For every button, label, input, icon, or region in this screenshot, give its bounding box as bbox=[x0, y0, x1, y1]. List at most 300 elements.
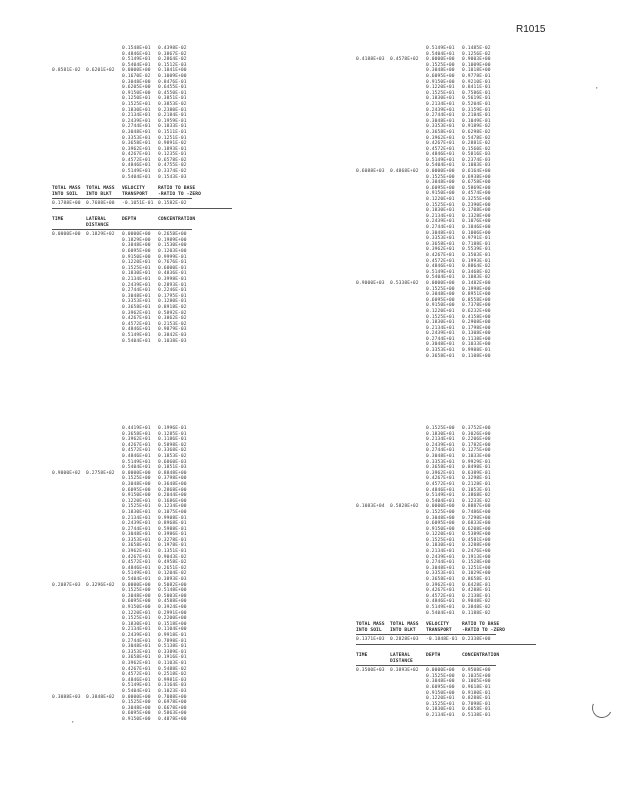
cell: 0.5149E+01 bbox=[122, 169, 151, 175]
cell: 0.1188E-02 bbox=[462, 610, 491, 616]
cell: 0.4836E-01 bbox=[158, 271, 187, 277]
cell: 0.5404E+01 bbox=[122, 62, 151, 68]
cell: 0.1530E+00 bbox=[158, 243, 187, 249]
cell: 0.1104E+00 bbox=[158, 627, 187, 633]
cell: RATIO TO BASE bbox=[158, 186, 196, 192]
cell: 0.1220E+01 bbox=[122, 498, 151, 504]
cell: 0.3255E+00 bbox=[462, 197, 491, 203]
cell: 0.5404E+01 bbox=[122, 577, 151, 583]
cell: 0.2651E-02 bbox=[158, 565, 187, 571]
cell: 0.3658E+01 bbox=[122, 543, 151, 549]
cell: 0.1548E+01 bbox=[122, 46, 151, 51]
cell: 0.2044E+00 bbox=[158, 493, 187, 499]
cell: 0.1708E+00 bbox=[462, 208, 491, 214]
cell: 0.1275E+00 bbox=[462, 448, 491, 454]
cell: 0.3353E+01 bbox=[426, 236, 455, 242]
cell: 0.1220E+01 bbox=[122, 260, 151, 266]
cell: 0.1525E+01 bbox=[426, 90, 455, 96]
cell: 0.3468E-02 bbox=[462, 269, 491, 275]
cell: 0.3048E+01 bbox=[122, 293, 151, 299]
cell: 0.3288E+00 bbox=[462, 543, 491, 549]
cell: 0.3048E+00 bbox=[122, 481, 151, 487]
cell: 0.5478E-02 bbox=[462, 135, 491, 141]
cell: 0.9150E+00 bbox=[426, 526, 455, 532]
cell: 0.1482E+00 bbox=[462, 280, 491, 286]
cell: 0.1186E-01 bbox=[158, 437, 187, 443]
cell: 0.1006E+00 bbox=[462, 230, 491, 236]
cell: 0.1220E+01 bbox=[426, 696, 455, 702]
cell: 0.0000E+00 bbox=[122, 68, 151, 74]
cell: 0.3853E-02 bbox=[158, 101, 187, 107]
cell: 0.1989E+00 bbox=[158, 237, 187, 243]
cell: 0.3159E-01 bbox=[462, 107, 491, 113]
cell: TOTAL MASS bbox=[390, 622, 419, 628]
scan-mark bbox=[589, 695, 615, 721]
cell: 0.1525E+01 bbox=[426, 314, 455, 320]
cell: 0.7378E+00 bbox=[462, 303, 491, 309]
cell: 0.1525E+01 bbox=[122, 616, 151, 622]
cell: TOTAL MASS bbox=[86, 186, 115, 192]
cell: 0.1525E+00 bbox=[122, 476, 151, 482]
cell: 0.4572E+01 bbox=[426, 481, 455, 487]
cell: 0.5149E+01 bbox=[426, 46, 455, 51]
cell: 0.2153E-02 bbox=[158, 321, 187, 327]
cell: 0.4958E-02 bbox=[158, 560, 187, 566]
cell: 0.3048E+00 bbox=[426, 68, 455, 74]
cell: TRANSPORT bbox=[122, 191, 148, 197]
cell: 0.8581E-02 bbox=[52, 68, 81, 74]
cell: 0.4846E+01 bbox=[122, 327, 151, 333]
cell: 0.1686E+00 bbox=[158, 498, 187, 504]
printout-bottom-right bbox=[356, 426, 536, 719]
cell: 0.9003E+00 bbox=[462, 57, 491, 63]
header-row bbox=[52, 192, 232, 198]
cell: 0.5404E+01 bbox=[426, 498, 455, 504]
cell: 0.2134E+01 bbox=[122, 627, 151, 633]
printout-top-left bbox=[52, 46, 232, 344]
cell: 0.9043E-02 bbox=[158, 554, 187, 560]
cell: 0.3048E+00 bbox=[122, 243, 151, 249]
cell: 0.5404E+01 bbox=[426, 610, 455, 616]
cell: 0.6095E+00 bbox=[426, 521, 455, 527]
cell: 0.3962E+01 bbox=[122, 437, 151, 443]
cell: 0.1511E-01 bbox=[158, 129, 187, 135]
cell: 0.4846E+01 bbox=[122, 163, 151, 169]
cell: 0.3842E-03 bbox=[158, 332, 187, 338]
cell: 0.6095E+00 bbox=[122, 599, 151, 605]
cell: 0.2184E-01 bbox=[462, 113, 491, 119]
cell: 0.5149E+01 bbox=[426, 493, 455, 499]
cell: 0.2134E+01 bbox=[426, 213, 455, 219]
cell: 0.2893E-01 bbox=[158, 282, 187, 288]
cell: 0.3048E+00 bbox=[426, 515, 455, 521]
cell: 0.1220E+01 bbox=[426, 197, 455, 203]
cell: 0.3278E-01 bbox=[158, 537, 187, 543]
header-row bbox=[356, 628, 536, 634]
cell: 0.4550E-01 bbox=[158, 90, 187, 96]
cell: 0.1543E-03 bbox=[158, 174, 187, 180]
cell: 0.1371E+03 bbox=[356, 637, 385, 643]
cell: 0.3962E+01 bbox=[426, 135, 455, 141]
cell: 0.5619E-01 bbox=[462, 96, 491, 102]
cell: 0.6095E+00 bbox=[426, 684, 455, 690]
cell: 0.1256E-02 bbox=[462, 51, 491, 57]
cell: 0.5149E+01 bbox=[426, 605, 455, 610]
cell: 0.2758E+02 bbox=[86, 470, 115, 476]
cell: 0.1998E+00 bbox=[462, 286, 491, 292]
cell: 0.1285E-01 bbox=[158, 431, 187, 437]
cell: 0.1582E-02 bbox=[158, 201, 187, 207]
cell: DISTANCE bbox=[86, 222, 109, 228]
cell: 0.3867E-02 bbox=[158, 51, 187, 57]
cell: 0.3658E+01 bbox=[122, 655, 151, 661]
cell: 0.1996E-01 bbox=[158, 426, 187, 431]
header-rule bbox=[356, 665, 496, 666]
cell: 0.2200E+00 bbox=[158, 616, 187, 622]
cell: 0.9981E-03 bbox=[158, 677, 187, 683]
cell: 0.6758E+00 bbox=[462, 180, 491, 186]
cell: 0.1220E+01 bbox=[426, 85, 455, 91]
cell: 0.5404E+01 bbox=[122, 688, 151, 694]
cell: 0.2439E+01 bbox=[426, 331, 455, 337]
cell: 0.3658E+01 bbox=[426, 129, 455, 135]
cell: LATERAL bbox=[86, 217, 107, 223]
cell: 0.3048E+01 bbox=[122, 644, 151, 650]
cell: 0.3296E+02 bbox=[86, 582, 115, 588]
cell: RATIO TO BASE bbox=[462, 622, 500, 628]
cell: 0.3998E-01 bbox=[158, 276, 187, 282]
cell: 0.1525E+00 bbox=[426, 62, 455, 68]
cell: 0.4267E+01 bbox=[122, 554, 151, 560]
cell: 0.1041E+00 bbox=[158, 68, 187, 74]
cell: 0.1009E+00 bbox=[158, 73, 187, 79]
cell: 0.9150E+00 bbox=[426, 690, 455, 696]
cell: 0.3962E+01 bbox=[426, 582, 455, 588]
cell: 0.3658E+01 bbox=[426, 241, 455, 247]
cell: 0.4755E-02 bbox=[158, 163, 187, 169]
cell: 0.4267E+01 bbox=[122, 666, 151, 672]
cell: 0.4572E+01 bbox=[122, 672, 151, 678]
cell: 0.7586E-01 bbox=[462, 90, 491, 96]
cell: 0.2744E+01 bbox=[122, 124, 151, 130]
cell: 0.9929E-01 bbox=[462, 459, 491, 465]
cell: INTO BLKT bbox=[390, 627, 416, 633]
data-row bbox=[52, 201, 232, 207]
header-row bbox=[52, 223, 232, 229]
data-row bbox=[356, 611, 536, 617]
cell: 0.5149E+01 bbox=[122, 459, 151, 465]
cell: 0.4267E+01 bbox=[122, 316, 151, 322]
cell: 0.3752E+00 bbox=[462, 426, 491, 431]
cell: 0.2658E+00 bbox=[158, 232, 187, 238]
cell: 0.4846E+01 bbox=[426, 599, 455, 605]
section-rule bbox=[52, 208, 232, 209]
cell: 0.6088E+03 bbox=[356, 169, 385, 175]
cell: 0.8848E+00 bbox=[158, 470, 187, 476]
cell: 0.7098E-01 bbox=[462, 701, 491, 707]
cell: 0.4868E+02 bbox=[390, 169, 419, 175]
cell: 0.3893E-03 bbox=[158, 577, 187, 583]
cell: 0.9210E-01 bbox=[462, 79, 491, 85]
cell: 0.1035E+00 bbox=[462, 673, 491, 679]
cell: 0.2087E+03 bbox=[52, 582, 81, 588]
cell: 0.3048E+00 bbox=[426, 679, 455, 685]
header-rule bbox=[52, 229, 192, 230]
cell: 0.4574E+00 bbox=[462, 191, 491, 197]
cell: 0.1795E-01 bbox=[158, 293, 187, 299]
cell: 0.2744E+01 bbox=[426, 113, 455, 119]
cell: 0.9778E-01 bbox=[462, 73, 491, 79]
cell: 0.5863E+00 bbox=[158, 711, 187, 717]
cell: 0.2476E+00 bbox=[462, 549, 491, 555]
cell: 0.7898E-01 bbox=[158, 638, 187, 644]
cell: 0.2134E+01 bbox=[426, 549, 455, 555]
cell: 0.1993E-01 bbox=[462, 258, 491, 264]
cell: 0.2246E-01 bbox=[158, 288, 187, 294]
cell: 0.9150E+00 bbox=[122, 716, 151, 722]
cell: 0.1018E+00 bbox=[462, 68, 491, 74]
cell: 0.2138E-01 bbox=[462, 593, 491, 599]
cell: 0.2380E-01 bbox=[158, 107, 187, 113]
cell: 0.2134E+01 bbox=[426, 712, 455, 718]
cell: 0.7688E+00 bbox=[86, 201, 115, 207]
cell: 0.0000E+00 bbox=[426, 668, 455, 674]
cell: 0.1038E-03 bbox=[158, 338, 187, 344]
cell: 0.3862E-02 bbox=[158, 316, 187, 322]
cell: 0.6578E-02 bbox=[158, 157, 187, 163]
cell: 0.1083E-03 bbox=[462, 163, 491, 169]
cell: 0.3962E+01 bbox=[122, 549, 151, 555]
cell: 0.3048E+00 bbox=[426, 180, 455, 186]
cell: 0.4588E+00 bbox=[158, 599, 187, 605]
cell: 0.9848E-02 bbox=[462, 599, 491, 605]
cell: 0.1351E-01 bbox=[158, 549, 187, 555]
cell: 0.1083E-02 bbox=[462, 275, 491, 281]
cell: 0.1525E+00 bbox=[426, 426, 455, 431]
cell: 0.3986E-01 bbox=[158, 532, 187, 538]
cell: 0.8918E-02 bbox=[158, 304, 187, 310]
cell: 0.4267E+01 bbox=[122, 152, 151, 158]
cell: 0.1528E+00 bbox=[462, 560, 491, 566]
cell: 0.1830E+01 bbox=[426, 320, 455, 326]
cell: 0.5828E+02 bbox=[390, 504, 419, 510]
cell: 0.5138E-01 bbox=[158, 644, 187, 650]
cell: 0.3048E+01 bbox=[122, 532, 151, 538]
cell: 0.9999E-01 bbox=[158, 254, 187, 260]
data-row bbox=[52, 339, 232, 345]
cell: 0.5404E+01 bbox=[122, 174, 151, 180]
cell: 0.0000E+00 bbox=[426, 280, 455, 286]
cell: 0.1893E-01 bbox=[158, 146, 187, 152]
cell: 0.4572E+01 bbox=[122, 321, 151, 327]
cell: 0.3048E+00 bbox=[426, 292, 455, 298]
cell: 0.8288E-01 bbox=[462, 696, 491, 702]
cell: INTO SOIL bbox=[52, 191, 78, 197]
cell: 0.3893E+02 bbox=[390, 668, 419, 674]
cell: 0.3868E-02 bbox=[462, 493, 491, 499]
cell: 0.3048E+01 bbox=[426, 230, 455, 236]
cell: 0.1525E+00 bbox=[426, 286, 455, 292]
cell: 0.1525E+01 bbox=[426, 202, 455, 208]
cell: 0.3798E+00 bbox=[158, 476, 187, 482]
cell: 0.3048E+01 bbox=[122, 129, 151, 135]
cell: 0.3088E+03 bbox=[52, 694, 81, 700]
cell: 0.3658E+01 bbox=[122, 141, 151, 147]
cell: 0.1788E+00 bbox=[52, 201, 81, 207]
cell: 0.9180E-01 bbox=[462, 690, 491, 696]
cell: 0.5149E+01 bbox=[122, 683, 151, 689]
cell: CONCENTRATION bbox=[462, 652, 500, 658]
cell: 0.2439E+01 bbox=[426, 107, 455, 113]
cell: 0.6428E-01 bbox=[462, 582, 491, 588]
cell: 0.0000E+00 bbox=[426, 504, 455, 510]
cell: 0.1053E-01 bbox=[462, 487, 491, 493]
cell: 0.4419E+01 bbox=[122, 426, 151, 431]
cell: 0.5149E+01 bbox=[122, 57, 151, 63]
cell: 0.2439E+01 bbox=[426, 442, 455, 448]
cell: 0.2128E-01 bbox=[462, 481, 491, 487]
cell: 0.1830E+01 bbox=[122, 271, 151, 277]
page-id: R1015 bbox=[516, 24, 546, 35]
cell: INTO SOIL bbox=[356, 627, 382, 633]
cell: 0.2439E+01 bbox=[122, 632, 151, 638]
cell: 0.3048E+01 bbox=[426, 342, 455, 348]
cell: 0.4288E-01 bbox=[462, 588, 491, 594]
cell: 0.2134E+01 bbox=[426, 437, 455, 443]
cell: 0.3298E-01 bbox=[462, 476, 491, 482]
cell: 0.1220E+01 bbox=[122, 610, 151, 616]
cell: VELOCITY bbox=[122, 186, 145, 192]
cell: 0.2864E-02 bbox=[158, 57, 187, 63]
cell: 0.6298E-02 bbox=[462, 129, 491, 135]
cell: 0.3503E-01 bbox=[462, 252, 491, 258]
cell: 0.1525E+00 bbox=[122, 700, 151, 706]
scan-speck-2: · bbox=[70, 718, 76, 728]
data-row bbox=[52, 175, 232, 181]
cell: 0.5404E+01 bbox=[426, 275, 455, 281]
cell: 0.6095E+00 bbox=[122, 249, 151, 254]
cell: 0.2374E-03 bbox=[462, 157, 491, 163]
cell: 0.0000E+00 bbox=[122, 582, 151, 588]
cell: 0.2991E+00 bbox=[158, 610, 187, 616]
cell: 0.1798E+00 bbox=[462, 325, 491, 331]
cell: 0.4578E+02 bbox=[390, 57, 419, 63]
cell: 0.7298E+00 bbox=[462, 515, 491, 521]
cell: 0.7676E-01 bbox=[158, 260, 187, 266]
cell: 0.3353E+01 bbox=[122, 299, 151, 305]
cell: DEPTH bbox=[426, 652, 441, 658]
cell: 0.2439E+01 bbox=[426, 219, 455, 225]
cell: 0.3962E+01 bbox=[426, 470, 455, 476]
cell: 0.4572E+01 bbox=[122, 157, 151, 163]
cell: 0.1251E+00 bbox=[462, 565, 491, 571]
cell: 0.1851E-03 bbox=[158, 465, 187, 471]
cell: 0.6000E-01 bbox=[158, 265, 187, 271]
cell: 0.5816E-03 bbox=[462, 152, 491, 158]
cell: 0.1234E+00 bbox=[158, 504, 187, 510]
scan-speck-1: · bbox=[594, 84, 600, 94]
cell: 0.6095E+00 bbox=[122, 711, 151, 717]
cell: 0.3658E+01 bbox=[122, 304, 151, 310]
cell: 0.4846E+01 bbox=[426, 264, 455, 270]
cell: 0.0000E+00 bbox=[122, 470, 151, 476]
cell: 0.1485E-02 bbox=[462, 46, 491, 51]
cell: 0.4878E+00 bbox=[158, 716, 187, 722]
cell: 0.2828E+03 bbox=[390, 637, 419, 643]
cell: 0.6205E+00 bbox=[122, 85, 151, 91]
cell: 0.9000E+03 bbox=[356, 280, 385, 286]
cell: 0.6833E+00 bbox=[462, 521, 491, 527]
cell: 0.1833E-01 bbox=[158, 124, 187, 130]
cell: 0.5389E+00 bbox=[462, 532, 491, 538]
cell: 0.3048E+01 bbox=[426, 565, 455, 571]
cell: 0.5404E+01 bbox=[122, 465, 151, 471]
cell: 0.5869E+00 bbox=[462, 185, 491, 191]
cell: 0.1959E-01 bbox=[158, 118, 187, 124]
cell: 0.9189E-02 bbox=[462, 124, 491, 130]
cell: 0.2338E+00 bbox=[462, 637, 491, 643]
cell: 0.1916E-01 bbox=[158, 655, 187, 661]
cell: 0.5148E+00 bbox=[158, 588, 187, 594]
cell: 0.3048E+01 bbox=[426, 453, 455, 459]
cell: 0.4846E+01 bbox=[426, 152, 455, 158]
cell: 0.3848E-02 bbox=[462, 605, 491, 610]
cell: 0.1280E-01 bbox=[158, 299, 187, 305]
cell: 0.0000E+00 bbox=[426, 169, 455, 175]
section-rule bbox=[356, 644, 536, 645]
cell: 0.0000E+00 bbox=[122, 232, 151, 238]
cell: -0.1848E-01 bbox=[426, 637, 458, 643]
cell: 0.1782E+00 bbox=[462, 442, 491, 448]
cell: 0.1525E+01 bbox=[426, 701, 455, 707]
cell: 0.1913E+00 bbox=[462, 554, 491, 560]
cell: 0.1525E+01 bbox=[426, 537, 455, 543]
cell: 0.3353E+01 bbox=[426, 348, 455, 354]
header-rule bbox=[356, 634, 496, 635]
cell: 0.1525E+00 bbox=[426, 174, 455, 180]
cell: TOTAL MASS bbox=[356, 622, 385, 628]
cell: 0.4267E+01 bbox=[426, 252, 455, 258]
cell: 0.9908E-01 bbox=[158, 515, 187, 521]
cell: 0.9988E-01 bbox=[462, 348, 491, 354]
cell: 0.2134E+01 bbox=[122, 515, 151, 521]
cell: 0.4572E+01 bbox=[122, 448, 151, 454]
cell: -0.1051E-01 bbox=[122, 201, 154, 207]
cell: 0.5539E-01 bbox=[462, 247, 491, 253]
cell: 0.1235E-01 bbox=[158, 152, 187, 158]
cell: 0.7486E+00 bbox=[462, 509, 491, 515]
cell: 0.9150E+00 bbox=[122, 493, 151, 499]
cell: 0.9508E+00 bbox=[462, 668, 491, 674]
cell: 0.6201E+02 bbox=[86, 68, 115, 74]
cell: 0.1029E+00 bbox=[462, 571, 491, 577]
cell: 0.3658E+01 bbox=[122, 431, 151, 437]
cell: 0.3048E+00 bbox=[122, 593, 151, 599]
cell: 0.3353E+01 bbox=[122, 135, 151, 141]
cell: 0.5149E+01 bbox=[426, 157, 455, 163]
cell: 0.1250E+01 bbox=[122, 96, 151, 102]
cell: 0.6060E-03 bbox=[158, 459, 187, 465]
cell: 0.4572E+01 bbox=[122, 560, 151, 566]
cell: 0.5404E+01 bbox=[426, 163, 455, 169]
cell: 0.3353E+01 bbox=[426, 124, 455, 130]
cell: 0.3353E+01 bbox=[426, 571, 455, 577]
cell: 0.6095E+00 bbox=[426, 73, 455, 79]
cell: 0.1083E+04 bbox=[356, 504, 385, 510]
cell: 0.1830E+01 bbox=[426, 431, 455, 437]
cell: 0.6938E+00 bbox=[462, 174, 491, 180]
cell: 0.1518E+00 bbox=[158, 621, 187, 627]
